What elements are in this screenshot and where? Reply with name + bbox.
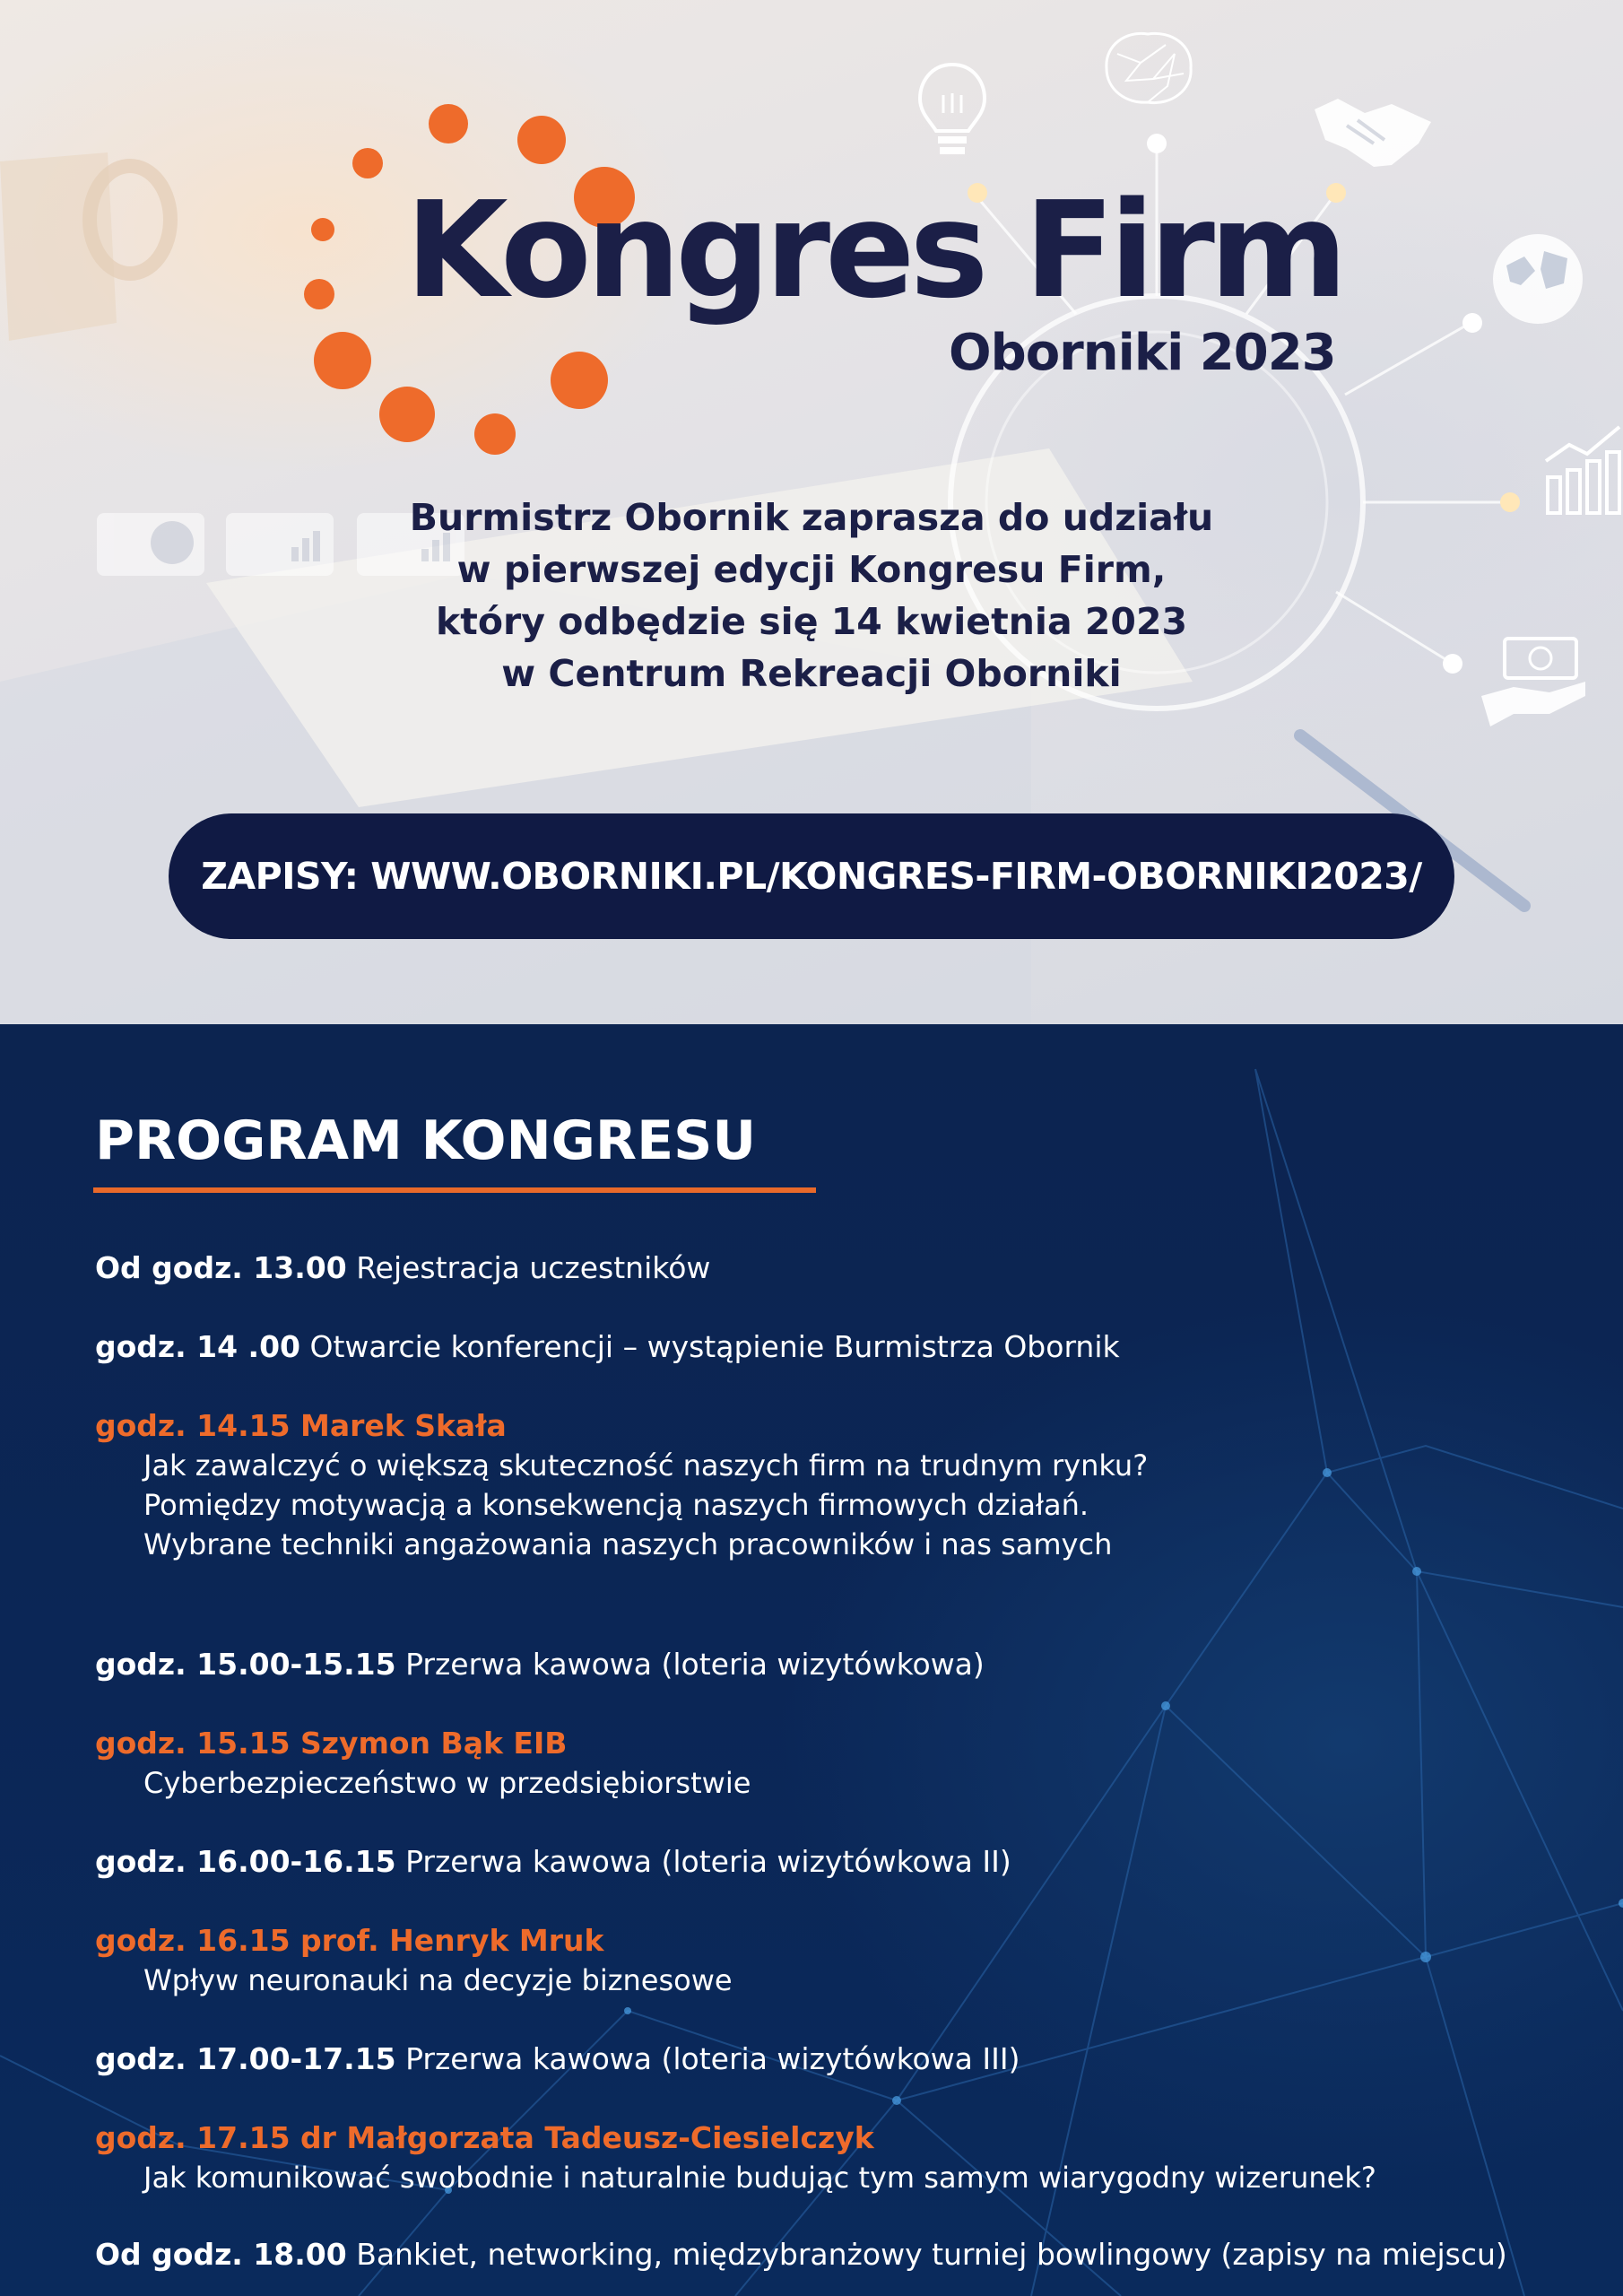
agenda-item-heading [95,2118,1376,2158]
program-title-underline [93,1187,816,1193]
invitation-text [341,491,1282,700]
agenda-item-talk [95,1406,1148,1564]
agenda-item-heading [95,2235,1507,2274]
agenda-talk-topic: Wpływ neuronauki na decyzje biznesowe [143,1963,733,1997]
agenda-talk-topic: Jak zawalczyć o większą skuteczność naszych firm na trudnym rynku? [143,1448,1149,1483]
agenda-time: godz. 16.15 prof. Henryk Mruk [95,1923,604,1958]
agenda-item [95,1842,1011,1882]
invitation-line: Burmistrz Obornik zaprasza do udziału [409,496,1214,539]
logo-dot [429,104,468,144]
invitation-line: który odbędzie się 14 kwietnia 2023 [435,600,1188,643]
agenda-talk-topic: Jak komunikować swobodnie i naturalnie budując tym samym wiarygodny wizerunek? [143,2161,1376,2195]
agenda-item-talk [95,1724,751,1803]
lightbulb-icon [916,59,988,167]
agenda-description: Bankiet, networking, międzybranżowy turniej bowlingowy (zapisy na miejscu) [346,2237,1507,2272]
agenda-time: godz. 14 .00 [95,1329,301,1364]
handshake-icon [1311,90,1436,176]
agenda-time: godz. 14.15 Marek Skała [95,1408,507,1443]
agenda-talk-topic: Wybrane techniki angażowania naszych pracowników i nas samych [143,1527,1113,1561]
agenda-description: Przerwa kawowa (loteria wizytówkowa III) [395,2041,1020,2076]
agenda-item-heading [95,1724,751,1763]
agenda-description: Rejestracja uczestników [346,1250,711,1285]
logo-dot [379,387,435,442]
agenda-time: godz. 15.15 Szymon Bąk EIB [95,1726,568,1761]
agenda-time: Od godz. 13.00 [95,1250,347,1285]
agenda-item-heading [95,2039,1020,2079]
agenda-item-talk [95,2118,1376,2197]
stat-card [226,513,334,576]
program-section [0,1024,1623,2296]
agenda-item-heading [95,1842,1011,1882]
agenda-item [95,1248,710,1288]
logo-dot [304,279,334,309]
bar-chart-icon [1542,422,1623,520]
logo-subtitle: Oborniki 2023 [949,324,1336,382]
agenda-item [95,1645,985,1684]
logo-dot [517,116,566,164]
invitation-line: w Centrum Rekreacji Oborniki [501,652,1122,695]
logo-dot [474,413,516,455]
program-title: PROGRAM KONGRESU [95,1109,757,1172]
stat-card [97,513,204,576]
brain-icon [1099,27,1198,113]
logo-dot [551,352,608,409]
globe-icon [1488,230,1587,328]
agenda-time: godz. 15.00-15.15 [95,1647,396,1682]
money-hand-icon [1478,633,1591,732]
agenda-time: godz. 17.15 dr Małgorzata Tadeusz-Ciesielczyk [95,2120,874,2155]
agenda-time: godz. 16.00-16.15 [95,1844,396,1879]
agenda-item-heading [95,1921,733,1961]
agenda-talk-topic: Pomiędzy motywacją a konsekwencją naszych firmowych działań. [143,1488,1089,1522]
signup-link-button[interactable] [169,813,1454,939]
logo-dot [314,332,371,389]
agenda-item [95,2039,1020,2079]
agenda-description: Przerwa kawowa (loteria wizytówkowa) [395,1647,985,1682]
agenda-item [95,1327,1120,1367]
agenda-item-heading [95,1645,985,1684]
agenda-item [95,2235,1507,2274]
invitation-line: w pierwszej edycji Kongresu Firm, [456,548,1167,591]
agenda-item-talk [95,1921,733,2000]
logo-dot [311,218,334,241]
agenda-item-heading [95,1406,1148,1446]
signup-link-label: ZAPISY: WWW.OBORNIKI.PL/KONGRES-FIRM-OBORNIKI2023/ [201,855,1422,898]
logo-title: Kongres Firm [405,173,1343,327]
hero-section [0,0,1623,1024]
agenda-item-heading [95,1248,710,1288]
agenda-description: Otwarcie konferencji – wystąpienie Burmistrza Obornik [300,1329,1120,1364]
logo-dot [352,148,383,178]
agenda-description: Przerwa kawowa (loteria wizytówkowa II) [395,1844,1011,1879]
agenda-time: Od godz. 18.00 [95,2237,347,2272]
agenda-time: godz. 17.00-17.15 [95,2041,396,2076]
agenda-item-heading [95,1327,1120,1367]
agenda-talk-topic: Cyberbezpieczeństwo w przedsiębiorstwie [143,1766,751,1800]
